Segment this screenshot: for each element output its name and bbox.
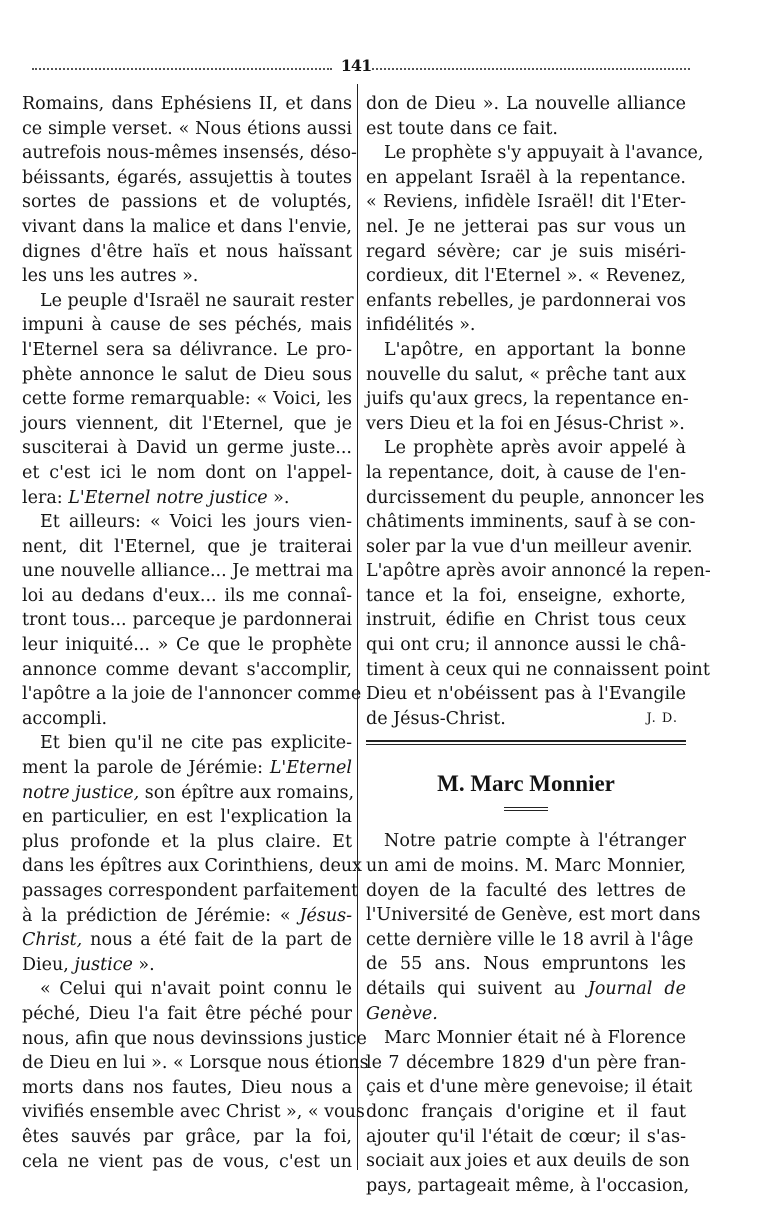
header-rule-left	[32, 68, 332, 70]
text-line: timent à ceux qui ne connaissent point	[366, 659, 710, 680]
right-column	[366, 92, 711, 1198]
text-line: les uns les autres ».	[22, 266, 199, 287]
text-line: l'Eternel sera sa délivrance. Le pro-	[22, 339, 352, 360]
text-line: nous, afin que nous devinssions justice	[22, 1028, 367, 1049]
text-line: susciterai à David un germe juste...	[22, 438, 352, 459]
text-line: cela ne vient pas de vous, c'est un	[22, 1151, 352, 1172]
text-line: êtes sauvés par grâce, par la foi,	[22, 1126, 352, 1147]
title-underline	[504, 807, 548, 811]
text-run: nous a été fait de la part de	[82, 930, 352, 951]
italic-run: notre justice,	[22, 782, 140, 803]
italic-run: Christ,	[22, 930, 83, 951]
text-line: sortes de passions et de voluptés,	[22, 192, 352, 213]
text-line: dignes d'être haïs et nous haïssant	[22, 241, 352, 262]
article-title: M. Marc Monnier	[437, 771, 615, 797]
text-line: de 55 ans. Nous empruntons les	[366, 954, 686, 975]
text-line: juifs qu'aux grecs, la repentance en-	[366, 389, 689, 410]
text-run: détails qui suivent au	[366, 979, 588, 999]
text-line: L'apôtre après avoir annoncé la repen-	[366, 561, 711, 582]
text-line: donc français d'origine et il faut	[366, 1101, 686, 1122]
text-line: doyen de la faculté des lettres de	[366, 880, 686, 901]
text-line	[22, 953, 352, 978]
text-line: sociait aux joies et aux deuils de son	[366, 1151, 690, 1172]
text-line: loi au dedans d'eux... ils me connaî-	[22, 585, 352, 606]
text-run: lera:	[22, 487, 69, 508]
italic-run: justice	[74, 954, 133, 975]
text-line: soler par la vue d'un meilleur avenir.	[366, 536, 693, 557]
left-column	[22, 92, 369, 1174]
text-run: ment la parole de Jérémie:	[22, 758, 270, 779]
text-line: Notre patrie compte à l'étranger	[384, 831, 686, 852]
text-line	[22, 781, 355, 806]
author-signature: J. D.	[646, 710, 678, 726]
text-line: Le prophète après avoir appelé à	[384, 438, 686, 459]
text-line: instruit, édifie en Christ tous ceux	[366, 610, 686, 631]
text-line: autrefois nous-mêmes insensés, déso-	[22, 143, 357, 164]
text-line: enfants rebelles, je pardonnerai vos	[366, 290, 686, 311]
text-line: dans les épîtres aux Corinthiens, deux	[22, 856, 363, 877]
text-line: en appelant Israël à la repentance.	[366, 167, 686, 188]
text-line: durcissement du peuple, annoncer les	[366, 487, 705, 508]
text-line	[366, 1002, 686, 1027]
text-line	[22, 486, 352, 511]
text-line: cette forme remarquable: « Voici, les	[22, 389, 352, 410]
text-line: nouvelle du salut, « prêche tant aux	[366, 364, 686, 385]
text-line: cette dernière ville le 18 avril à l'âge	[366, 929, 694, 950]
text-line: annonce comme devant s'accomplir,	[22, 659, 352, 680]
italic-run: Journal de	[587, 979, 686, 999]
text-line: impuni à cause de ses péchés, mais	[22, 315, 352, 336]
text-line: don de Dieu ». La nouvelle alliance	[366, 94, 686, 114]
text-line: est toute dans ce fait.	[366, 118, 558, 139]
text-line: péché, Dieu l'a fait être péché pour	[22, 1003, 352, 1024]
text-line: vers Dieu et la foi en Jésus-Christ ».	[366, 413, 685, 434]
text-line: jours viennent, dit l'Eternel, que je	[22, 413, 352, 434]
section-separator	[366, 740, 686, 745]
text-run: ».	[132, 954, 155, 975]
italic-run: L'Eternel notre justice	[68, 487, 268, 508]
text-line	[366, 707, 686, 732]
text-line: châtiments imminents, sauf à se con-	[366, 512, 696, 533]
text-line: plus profonde et la plus claire. Et	[22, 831, 352, 852]
text-line: tront tous... parceque je pardonnerai	[22, 610, 352, 631]
text-line: un ami de moins. M. Marc Monnier,	[366, 856, 686, 877]
text-line: nel. Je ne jetterai pas sur vous un	[366, 216, 686, 237]
text-line: ajouter qu'il l'était de cœur; il s'as-	[366, 1126, 686, 1147]
text-line: Le peuple d'Israël ne saurait rester	[40, 290, 354, 311]
text-run: ».	[267, 487, 290, 508]
text-line	[366, 977, 686, 1002]
text-line: Le prophète s'y appuyait à l'avance,	[384, 143, 704, 164]
text-line: béissants, égarés, assujettis à toutes	[22, 167, 352, 188]
text-run: de Jésus-Christ.	[366, 708, 506, 729]
text-line: regard sévère; car je suis miséri-	[366, 241, 686, 262]
italic-run: Jésus-	[299, 905, 352, 926]
text-line: une nouvelle alliance... Je mettrai ma	[22, 561, 354, 582]
text-line: l'apôtre a la joie de l'annoncer comme	[22, 684, 362, 705]
text-line: tance et la foi, enseigne, exhorte,	[366, 585, 686, 606]
text-line: de Dieu en lui ». « Lorsque nous étions	[22, 1053, 369, 1074]
text-line: phète annonce le salut de Dieu sous	[22, 364, 352, 385]
text-line: l'Université de Genève, est mort dans	[366, 905, 701, 926]
text-line: L'apôtre, en apportant la bonne	[384, 339, 686, 360]
text-line: « Reviens, infidèle Israël! dit l'Eter-	[366, 192, 686, 213]
page-number: 141	[340, 56, 372, 75]
text-line: morts dans nos fautes, Dieu nous a	[22, 1077, 352, 1098]
text-line: pays, partageait même, à l'occasion,	[366, 1175, 690, 1196]
text-line: le 7 décembre 1829 d'un père fran-	[366, 1052, 686, 1073]
text-line: Romains, dans Ephésiens II, et dans	[22, 94, 352, 114]
text-line: nent, dit l'Eternel, que je traiterai	[22, 536, 352, 557]
text-line: Et bien qu'il ne cite pas explicite-	[40, 733, 352, 754]
text-line: accompli.	[22, 708, 108, 729]
text-line: « Celui qui n'avait point connu le	[40, 979, 352, 1000]
italic-run: L'Eternel	[269, 758, 352, 779]
italic-run: Genève.	[366, 1003, 438, 1024]
text-run: Dieu,	[22, 954, 75, 975]
text-line: Et ailleurs: « Voici les jours vien-	[40, 512, 352, 533]
text-line: cordieux, dit l'Eternel ». « Revenez,	[366, 266, 686, 287]
text-line	[22, 928, 352, 953]
text-line: ce simple verset. « Nous étions aussi	[22, 118, 352, 139]
text-line: vivant dans la malice et dans l'envie,	[22, 216, 352, 237]
text-line: çais et d'une mère genevoise; il était	[366, 1077, 693, 1098]
text-line: en particulier, en est l'explication la	[22, 807, 352, 828]
column-divider	[357, 84, 358, 1170]
text-line: passages correspondent parfaitement	[22, 881, 359, 901]
text-line: la repentance, doit, à cause de l'en-	[366, 462, 686, 483]
text-line: vivifiés ensemble avec Christ », « vous	[22, 1102, 365, 1123]
header-rule-right	[372, 68, 690, 70]
text-run: à la prédiction de Jérémie: «	[22, 905, 300, 926]
text-line: Dieu et n'obéissent pas à l'Evangile	[366, 684, 686, 705]
text-line: qui ont cru; il annonce aussi le châ-	[366, 635, 686, 656]
text-line	[22, 756, 352, 781]
text-line: Marc Monnier était né à Florence	[384, 1028, 686, 1049]
text-run: son épître aux romains,	[139, 782, 355, 803]
text-line: infidélités ».	[366, 315, 476, 336]
text-line: et c'est ici le nom dont on l'appel-	[22, 462, 352, 483]
text-line	[22, 904, 352, 929]
text-line: leur iniquité... » Ce que le prophète	[22, 635, 352, 656]
